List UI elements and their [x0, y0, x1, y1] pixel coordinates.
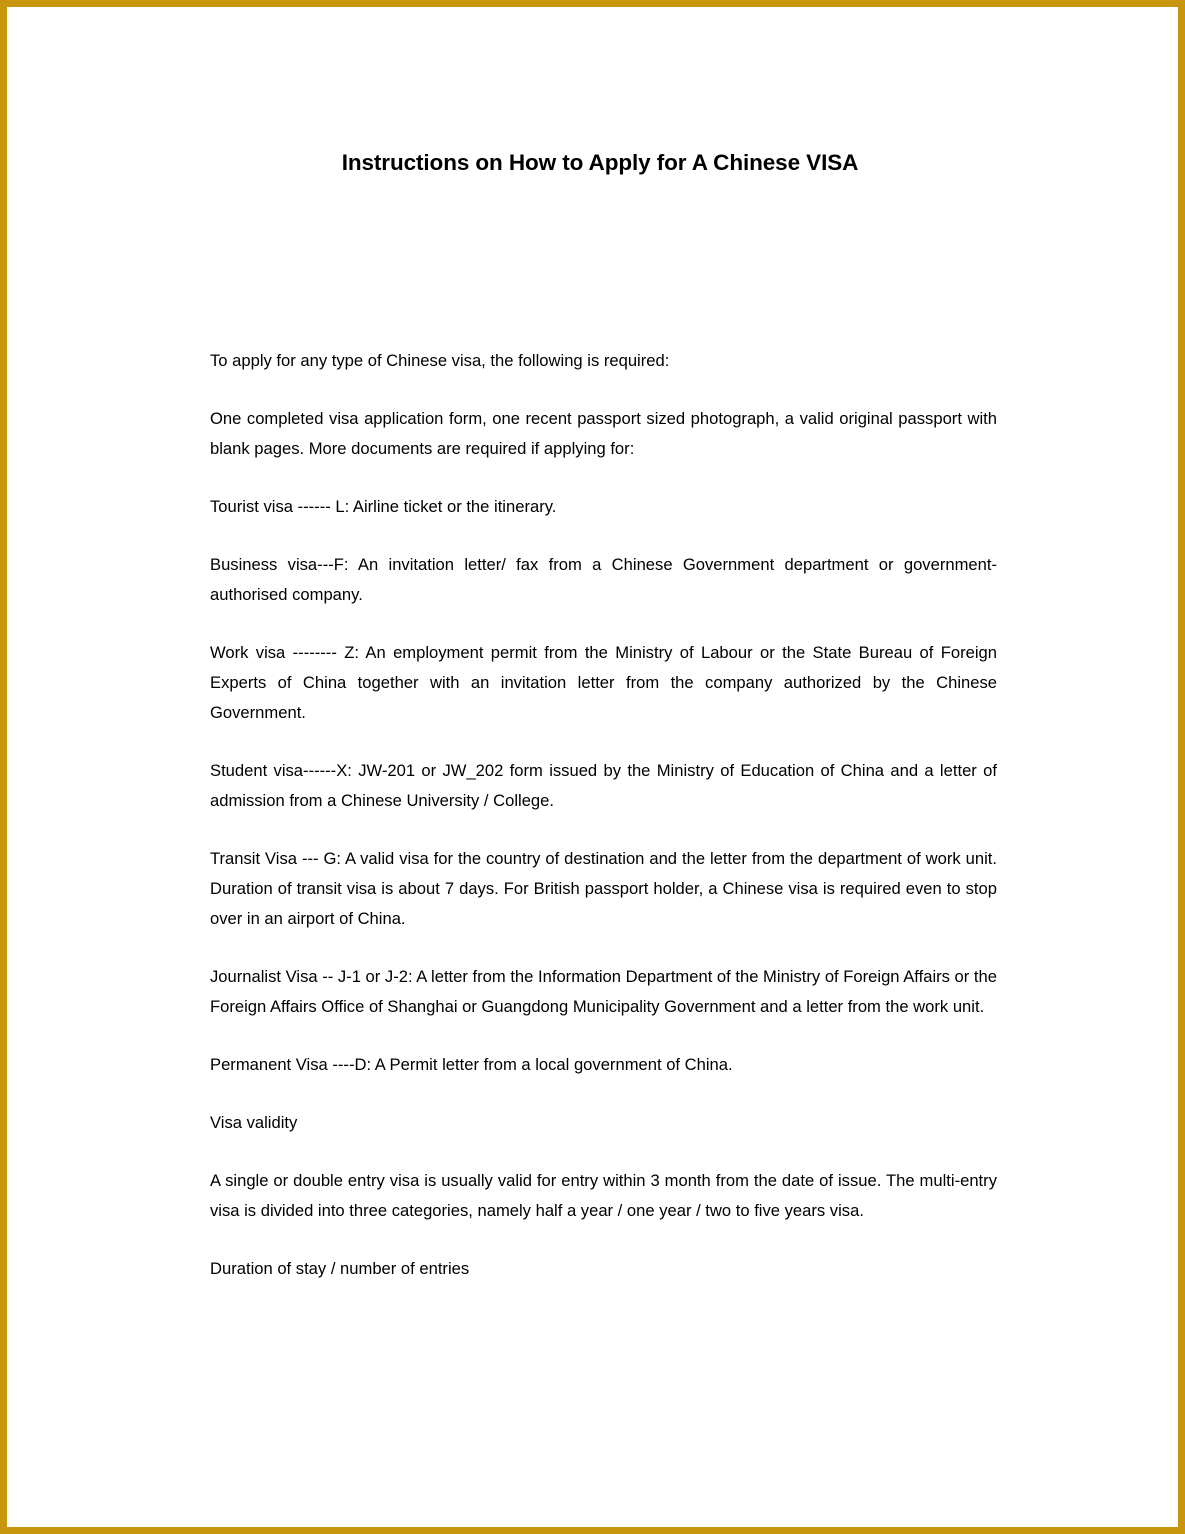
paragraph-duration-of-stay-heading: Duration of stay / number of entries	[210, 1259, 470, 1278]
paragraph-container	[203, 346, 997, 1284]
paragraph-student-visa: Student visa------X: JW-201 or JW_202 form issued by the Ministry of Education of China and a letter of admission from a Chinese University / College.	[210, 761, 997, 810]
paragraph-transit-visa: Transit Visa --- G: A valid visa for the country of destination and the letter from the department of work unit. Duration of transit visa is about 7 days. For British passport holder, a Chinese visa is required even to stop over in an airport of China.	[210, 849, 997, 928]
paragraph-permanent-visa: Permanent Visa ----D: A Permit letter from a local government of China.	[210, 1055, 733, 1074]
paragraph-intro: To apply for any type of Chinese visa, the following is required:	[210, 351, 670, 370]
page-title: Instructions on How to Apply for A Chinese VISA	[341, 150, 859, 175]
paragraph-business-visa: Business visa---F: An invitation letter/ fax from a Chinese Government department or government-authorised company.	[210, 555, 997, 604]
title-spacer	[203, 178, 997, 346]
paragraph-tourist-visa: Tourist visa ------ L: Airline ticket or the itinerary.	[210, 497, 557, 516]
paragraph-visa-validity-body: A single or double entry visa is usually valid for entry within 3 month from the date of issue. The multi-entry visa is divided into three categories, namely half a year / one year / two to five years visa.	[210, 1171, 997, 1220]
paragraph-work-visa: Work visa -------- Z: An employment permit from the Ministry of Labour or the State Bureau of Foreign Experts of China together with an invitation letter from the company authorized by the Chinese Government.	[210, 643, 997, 722]
paragraph-visa-validity-heading: Visa validity	[210, 1113, 298, 1132]
document-body	[203, 7, 997, 1284]
paragraph-general-requirements: One completed visa application form, one recent passport sized photograph, a valid original passport with blank pages. More documents are required if applying for:	[210, 409, 997, 458]
paragraph-journalist-visa: Journalist Visa -- J-1 or J-2: A letter from the Information Department of the Ministry of Foreign Affairs or the Foreign Affairs Office of Shanghai or Guangdong Municipality Government and a letter from the work unit.	[210, 967, 997, 1016]
